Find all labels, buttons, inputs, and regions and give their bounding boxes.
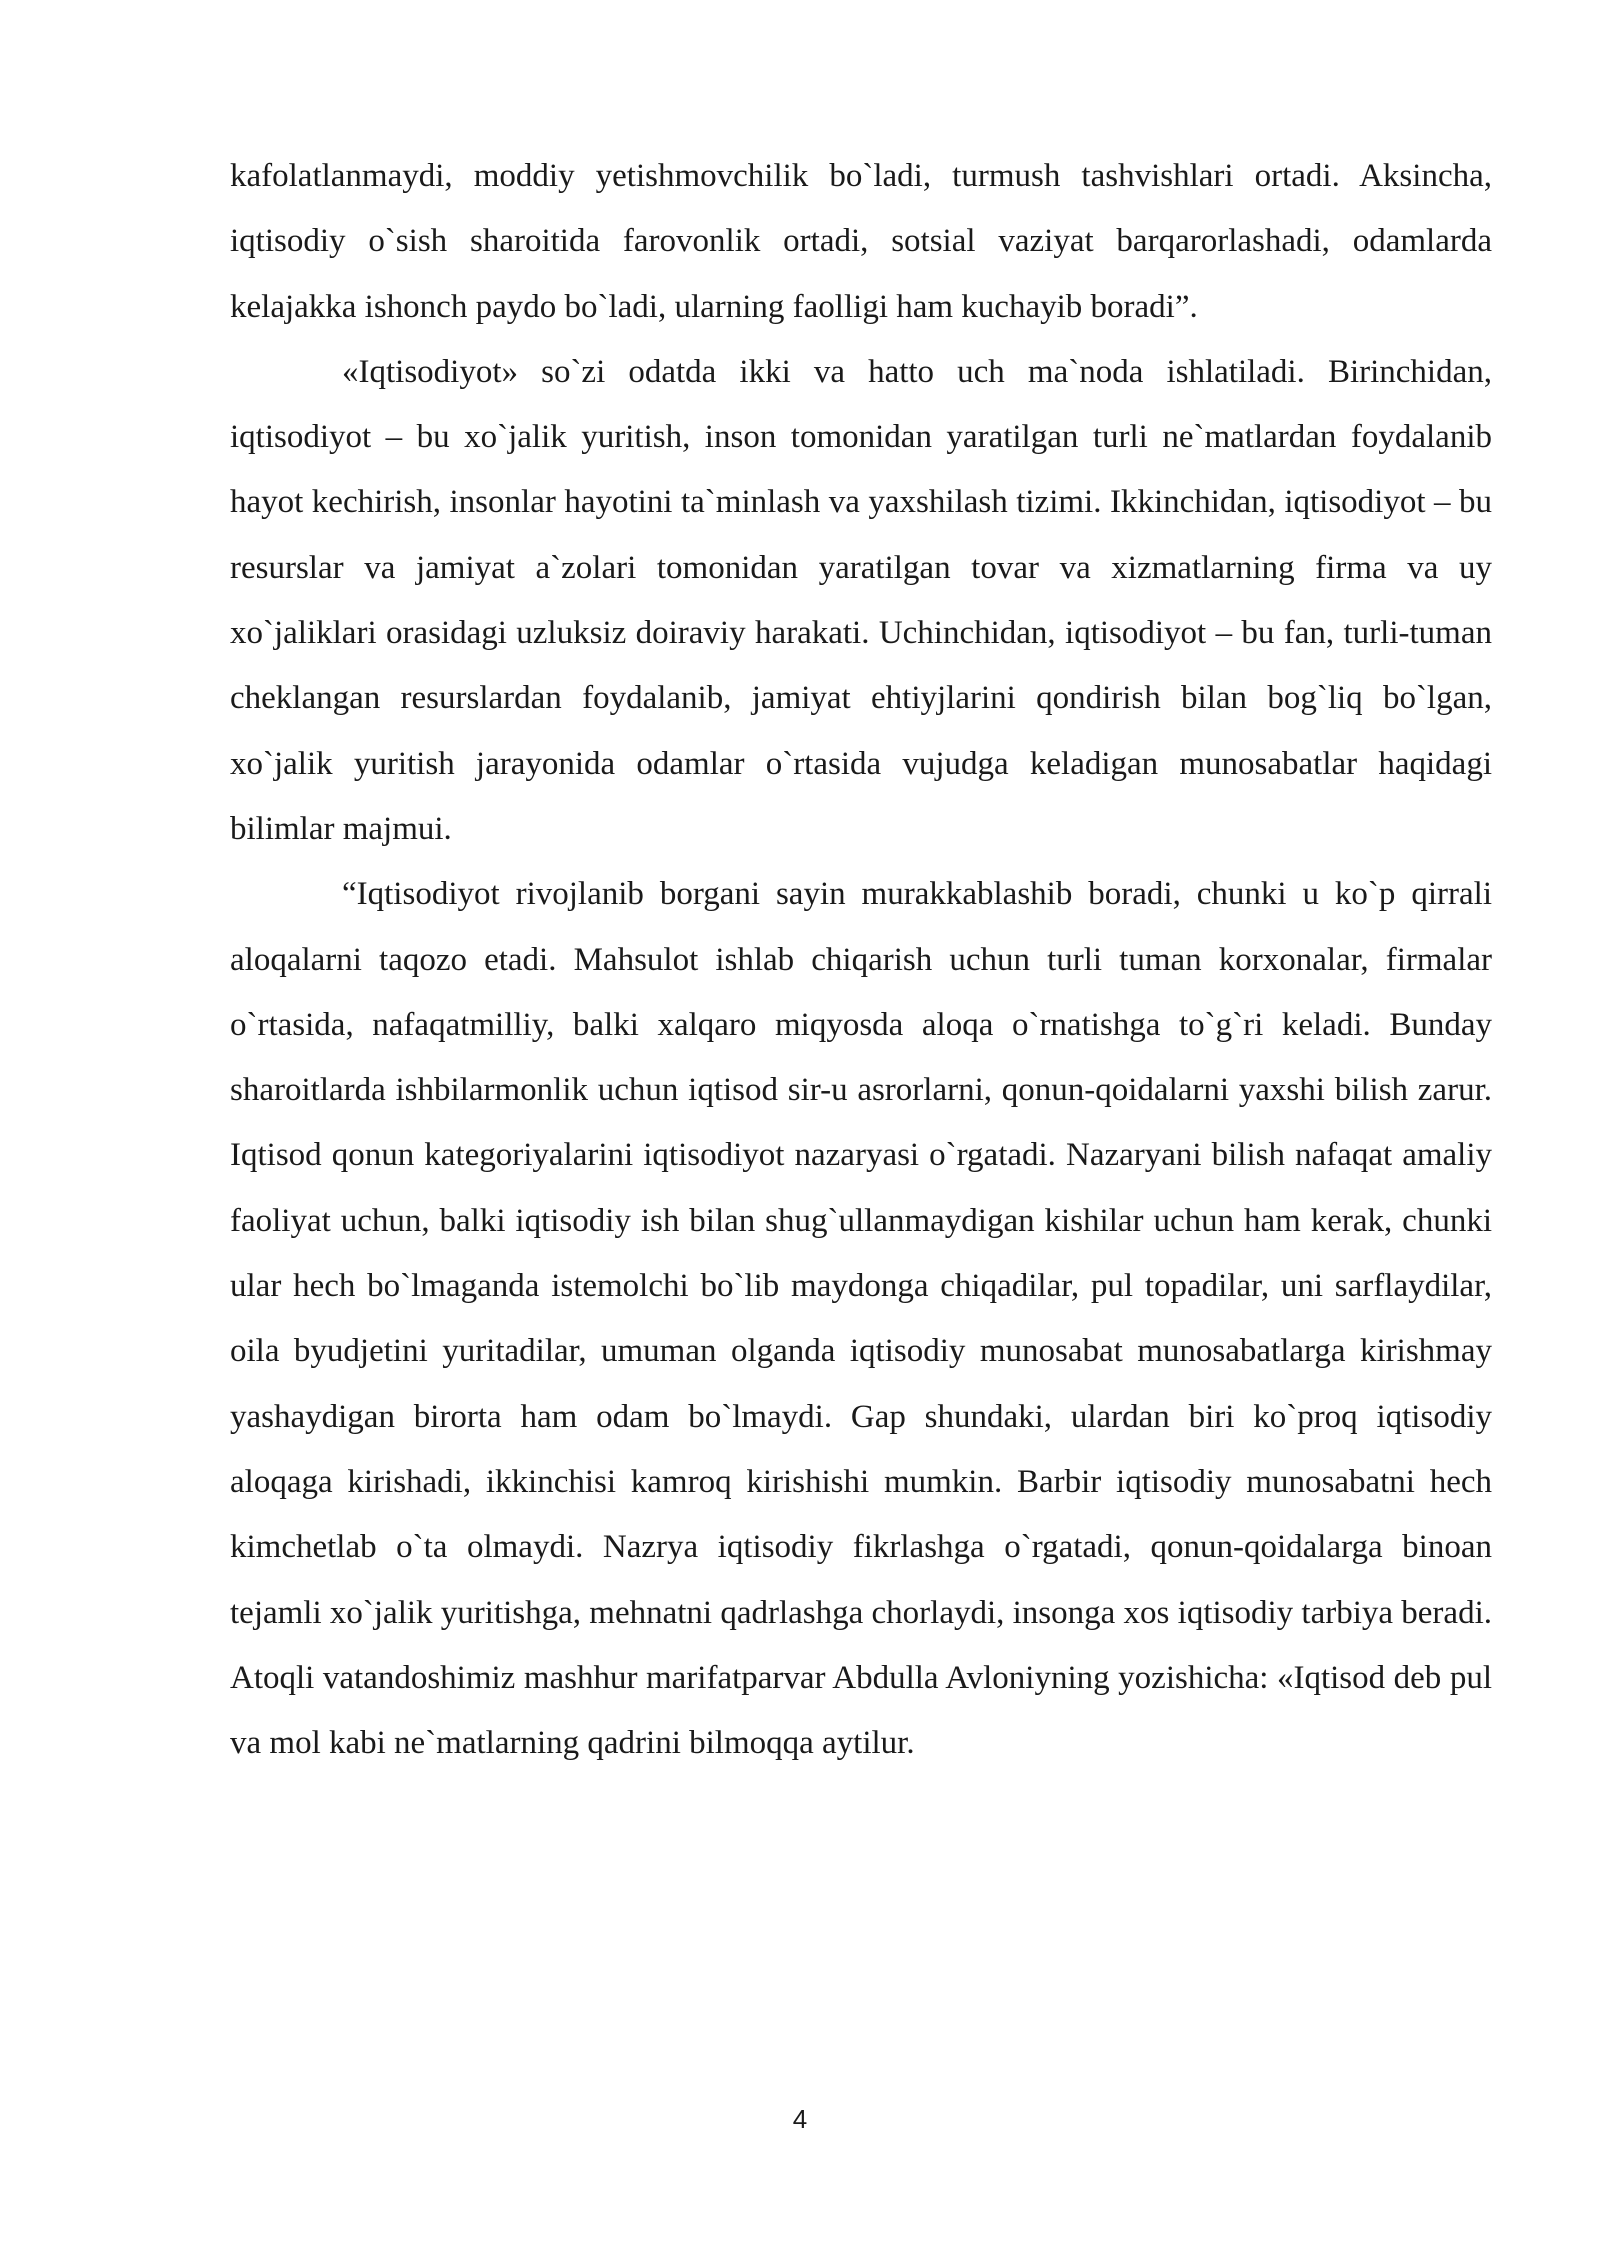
paragraph-iqtisodiyot-meanings: «Iqtisodiyot» so`zi odatda ikki va hatto uch ma`noda ishlatiladi. Birinchidan, iqtisodiyot – bu xo`jalik yuritish, inson tomonidan yaratilgan turli ne`matlardan foydalanib hayot kechirish, insonlar hayotini ta`minlash va yaxshilash tizimi. Ikkinchidan, iqtisodiyot – bu resurslar va jamiyat a`zolari tomonidan yaratilgan tovar va xizmatlarning firma va uy xo`jaliklari orasidagi uzluksiz doiraviy harakati. Uchinchidan, iqtisodiyot – bu fan, turli-tuman cheklangan resurslardan foydalanib, jamiyat ehtiyjlarini qondirish bilan bog`liq bo`lgan, xo`jalik yuritish jarayonida odamlar o`rtasida vujudga keladigan munosabatlar haqidagi bilimlar majmui.: [230, 353, 1492, 847]
body-text: [230, 144, 1492, 1776]
paragraph-continuation: kafolatlanmaydi, moddiy yetishmovchilik bo`ladi, turmush tashvishlari ortadi. Aksincha, iqtisodiy o`sish sharoitida farovonlik ortadi, sotsial vaziyat barqarorlashadi, odamlarda kelajakka ishonch paydo bo`ladi, ularning faolligi ham kuchayib boradi”.: [230, 158, 1492, 325]
page-number: 4: [792, 2104, 808, 2134]
paragraph-iqtisodiyot-development: “Iqtisodiyot rivojlanib borgani sayin murakkablashib boradi, chunki u ko`p qirrali aloqalarni taqozo etadi. Mahsulot ishlab chiqarish uchun turli tuman korxonalar, firmalar o`rtasida, nafaqatmilliy, balki xalqaro miqyosda aloqa o`rnatishga to`g`ri keladi. Bunday sharoitlarda ishbilarmonlik uchun iqtisod sir-u asrorlarni, qonun-qoidalarni yaxshi bilish zarur. Iqtisod qonun kategoriyalarini iqtisodiyot nazaryasi o`rgatadi. Nazaryani bilish nafaqat amaliy faoliyat uchun, balki iqtisodiy ish bilan shug`ullanmaydigan kishilar uchun ham kerak, chunki ular hech bo`lmaganda istemolchi bo`lib maydonga chiqadilar, pul topadilar, uni sarflaydilar, oila byudjetini yuritadilar, umuman olganda iqtisodiy munosabat munosabatlarga kirishmay yashaydigan birorta ham odam bo`lmaydi. Gap shundaki, ulardan biri ko`proq iqtisodiy aloqaga kirishadi, ikkinchisi kamroq kirishishi mumkin. Barbir iqtisodiy munosabatni hech kimchetlab o`ta olmaydi. Nazrya iqtisodiy fikrlashga o`rgatadi, qonun-qoidalarga binoan tejamli xo`jalik yuritishga, mehnatni qadrlashga chorlaydi, insonga xos iqtisodiy tarbiya beradi. Atoqli vatandoshimiz mashhur marifatparvar Abdulla Avloniyning yozishicha: «Iqtisod deb pul va mol kabi ne`matlarning qadrini bilmoqqa aytilur.: [230, 876, 1492, 1762]
